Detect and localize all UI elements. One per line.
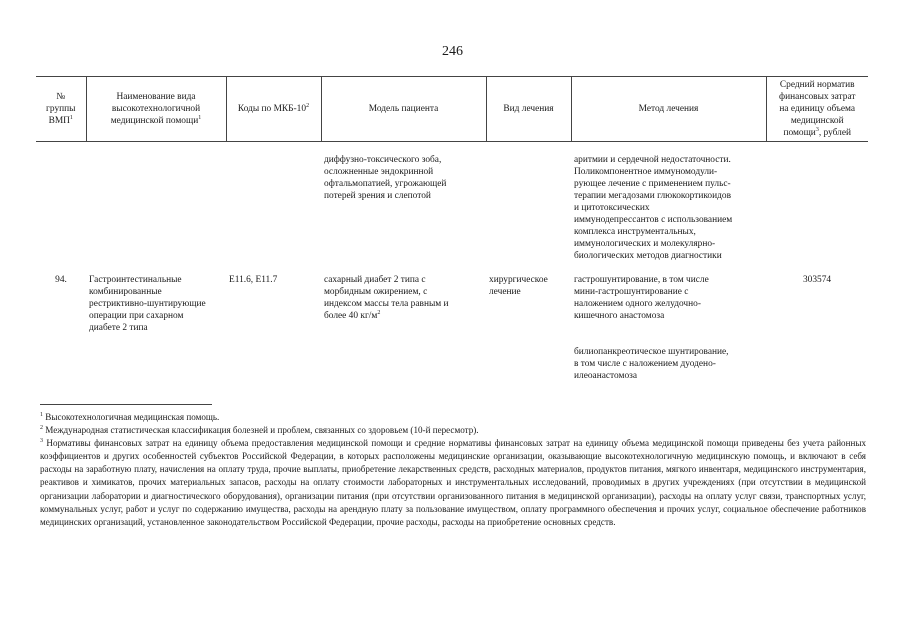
row-treatment-method: гастрошунтирование, в том числе мини-гастрошунтирование с наложением одного желудочно- кишечного анастомоза билиопанкреотическое шунтирование, в том числе с наложением дуодено- илеоанастомоза xyxy=(574,275,729,381)
table-header-row xyxy=(36,77,868,142)
page-number: 246 xyxy=(442,44,463,59)
header-care-type: Наименование вида высокотехнологичной медицинской помощи$^1$ xyxy=(86,77,226,142)
table-row-94 xyxy=(36,274,868,382)
footnote-divider xyxy=(40,404,212,405)
row-treatment-type: хирургическое лечение xyxy=(489,275,548,297)
row-number: 94. xyxy=(55,275,67,285)
continuation-patient-model: диффузно-токсического зоба, осложненные эндокринной офтальмопатией, угрожающей потерей зрения и слепотой xyxy=(324,155,447,201)
table-row-continuation xyxy=(36,154,868,262)
continuation-method: аритмии и сердечной недостаточности. Поликомпонентное иммуномодули- рующее лечение с применением пульс- терапии мегадозами глюкокортикоидов и цитотоксических иммунодепрессантов с использованием комплекса инструментальных, иммунологических и молекулярно- биологических методов диагностики xyxy=(574,155,733,261)
header-patient-model: Модель пациента xyxy=(321,77,486,142)
footnotes xyxy=(40,411,866,529)
row-cost: 303574 xyxy=(802,275,832,285)
footnote-2: $^2$ Международная статистическая классификация болезней и проблем, связанных со здоровьем (10-й пересмотр). xyxy=(40,425,479,436)
footnote-3: $^3$ Нормативы финансовых затрат на единицу объема предоставления медицинской помощи и средние нормативы финансовых затрат на единицу объема медицинской помощи приведены без учета районных коэффициентов и других особенностей субъектов Российской Федерации, в которых расположены медицинские организации, оказывающие высокотехнологичную медицинскую помощь, и включают в себя расходы на заработную плату, начисления на оплату труда, прочие выплаты, приобретение лекарственных средств, расходных материалов, продуктов питания, мягкого инвентаря, медицинского инструментария, реактивов и химикатов, прочих материальных запасов, расходы на оплату стоимости лабораторных и инструментальных исследований, проводимых в других учреждениях (при отсутствии в медицинской организации лаборатории и диагностического оборудования), организации питания (при отсутствии организованного питания в медицинской организации), расходы на оплату услуг связи, транспортных услуг, коммунальных услуг, работ и услуг по содержанию имущества, расходы на арендную плату за пользование имуществом, оплату программного обеспечения и прочих услуг, социальное обеспечение работников медицинских организаций, установленное законодательством Российской Федерации, прочие расходы, расходы на приобретение основных средств. xyxy=(40,438,866,527)
header-group-no: № группы ВМП$^1$ xyxy=(36,77,86,142)
row-care-type: Гастроинтестинальные комбинированные рестриктивно-шунтирующие операции при сахарном диабете 2 типа xyxy=(89,275,206,333)
header-cost-norm: Средний норматив финансовых затрат на единицу объема медицинской помощи$^3$, рублей xyxy=(766,77,868,142)
row-patient-model: сахарный диабет 2 типа с морбидным ожирением, с индексом массы тела равным и более 40 $кг/м^2$ xyxy=(324,275,449,321)
footnote-1: $^1$ Высокотехнологичная медицинская помощь. xyxy=(40,411,220,422)
vmp-table xyxy=(36,76,868,382)
header-icd-codes: Коды по МКБ-$10^2$ xyxy=(226,77,321,142)
row-icd-codes: E11.6, E11.7 xyxy=(229,275,278,285)
header-treatment-method: Метод лечения xyxy=(571,77,766,142)
header-treatment-type: Вид лечения xyxy=(486,77,571,142)
